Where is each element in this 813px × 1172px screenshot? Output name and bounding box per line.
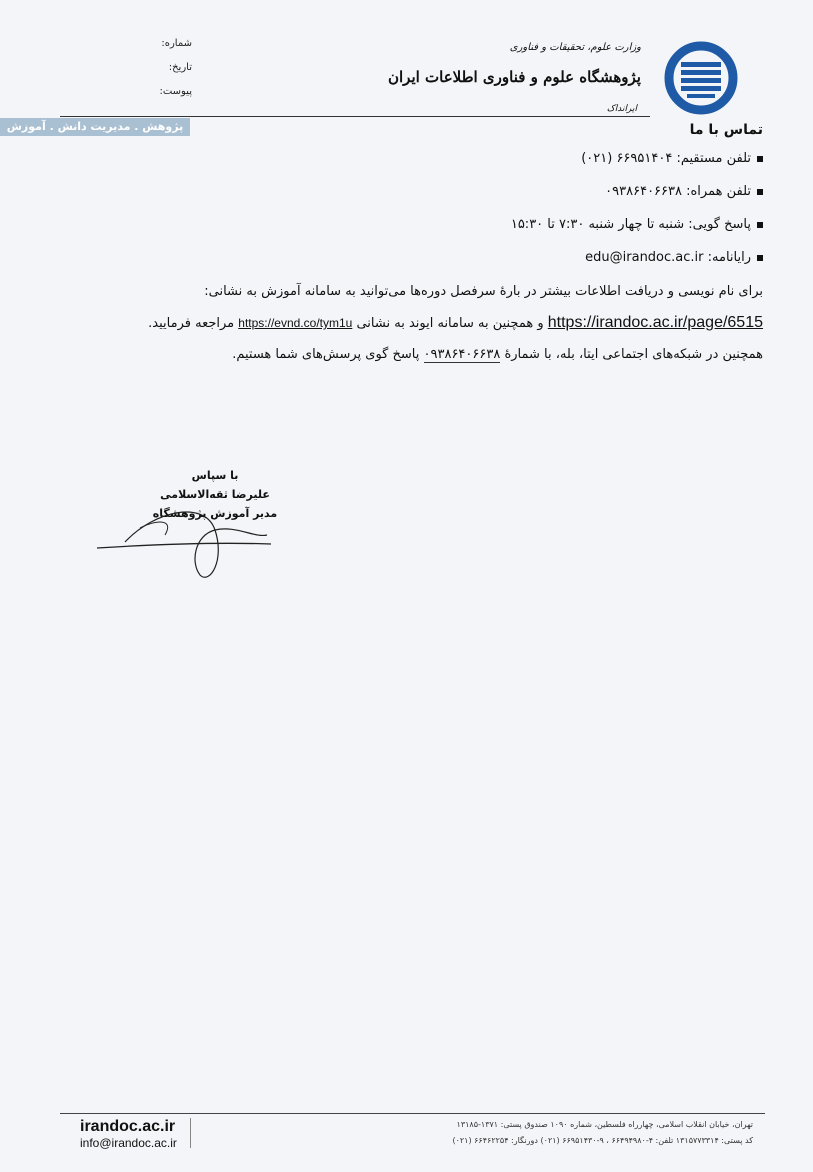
date-label: تاریخ: (168, 62, 192, 73)
registration-link[interactable]: https://irandoc.ac.ir/page/6515 (547, 314, 763, 331)
messenger-number: ۰۹۳۸۶۴۰۶۶۳۸ (423, 347, 501, 362)
number-label: شماره: (161, 38, 192, 49)
body-line-3: همچنین در شبکه‌های اجتماعی ایتا، بله، با شمارهٔ ۰۹۳۸۶۴۰۶۶۳۸ پاسخ گوی پرسش‌های شما هستیم. (232, 347, 763, 362)
bullet-icon (757, 189, 763, 195)
bullet-icon (757, 255, 763, 261)
footer-address-line-2: کد پستی: ۱۳۱۵۷۷۳۳۱۴ تلفن: ۴-۶۶۴۹۴۹۸۰ ، ۹-۶۶۹۵۱۴۳۰ (۰۲۱) دورنگار: ۶۶۴۶۲۲۵۴ (۰۲۱) (452, 1136, 753, 1145)
irandoc-logo-icon (663, 40, 739, 116)
handwritten-signature (95, 490, 275, 585)
ministry-name: وزارت علوم، تحقیقات و فناوری (509, 42, 641, 53)
evand-link[interactable]: https://evnd.co/tym1u (238, 316, 353, 330)
footer-divider (190, 1118, 191, 1148)
attachment-label: پیوست: (159, 86, 192, 97)
bullet-icon (757, 222, 763, 228)
contact-item-email: رایانامه: edu@irandoc.ac.ir (203, 250, 763, 265)
contact-title: تماس با ما (689, 122, 763, 138)
contact-item-hours: پاسخ گویی: شنبه تا چهار شنبه ۷:۳۰ تا ۱۵:۳۰ (203, 217, 763, 232)
header-rule (60, 116, 650, 117)
contact-item-mobile: تلفن همراه: ۰۹۳۸۶۴۰۶۶۳۸ (203, 184, 763, 199)
body-line-1: برای نام نویسی و دریافت اطلاعات بیشتر در بارهٔ سرفصل دوره‌ها می‌توانید به سامانه آموزش به نشانی: (204, 284, 763, 299)
org-abbr: ایرانداک (606, 104, 637, 114)
contact-item-phone: تلفن مستقیم: ۶۶۹۵۱۴۰۴ (۰۲۱) (203, 151, 763, 166)
footer-email[interactable]: info@irandoc.ac.ir (80, 1136, 177, 1150)
bullet-icon (757, 156, 763, 162)
footer-website[interactable]: irandoc.ac.ir (80, 1118, 176, 1135)
signature-role: مدیر آموزش پژوهشگاه (152, 507, 278, 520)
footer-address-line-1: تهران، خیابان انقلاب اسلامی، چهارراه فلسطین، شماره ۱۰۹۰ صندوق پستی: ۱۳۷۱-۱۳۱۸۵ (456, 1120, 753, 1129)
body-line-2: https://irandoc.ac.ir/page/6515 و همچنین به سامانه ایوند به نشانی https://evnd.co/tym1u مراجعه فرمایید. (148, 314, 763, 331)
signature-thanks: با سپاس (191, 469, 239, 482)
tagline-text: پژوهش . مدیریت دانش . آموزش (6, 120, 184, 133)
footer-rule (60, 1113, 765, 1114)
org-name: پژوهشگاه علوم و فناوری اطلاعات ایران (387, 68, 641, 86)
signature-name: علیرضا ثقه‌الاسلامی (160, 488, 270, 501)
